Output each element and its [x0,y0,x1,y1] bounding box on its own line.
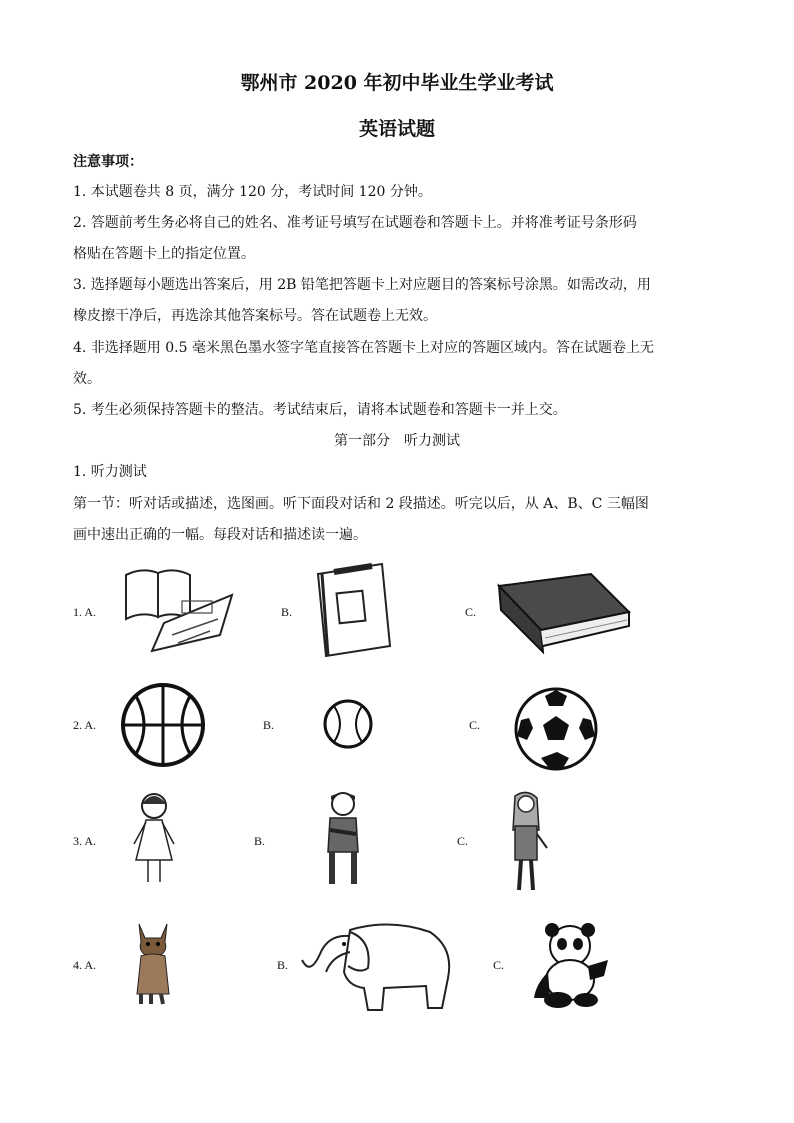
panda-icon [528,920,612,1010]
notes-heading: 注意事项： [73,154,143,170]
basketball-icon [120,682,206,768]
elephant-icon [298,916,458,1016]
exam-subtitle: 英语试题 [358,118,435,140]
tennis-ball-icon [322,698,374,750]
notes-line: 1. 本试题卷共 8 页，满分 120 分，考试时间 120 分钟。 [73,184,432,200]
closed-book-icon [495,570,635,654]
soccer-ball-icon [513,686,599,772]
q1-option-a-label: 1. A. [73,605,97,619]
open-book-icon [120,565,236,657]
dog-icon [125,918,181,1006]
q4-option-b-label: B. [277,958,289,972]
q2-option-c-label: C. [469,718,481,732]
notes-line: 格贴在答题卡上的指定位置。 [73,246,255,262]
q1-option-c-label: C. [465,605,477,619]
man-arms-crossed-icon [318,790,368,890]
instruction-line: 画中速出正确的一幅。每段对话和描述读一遍。 [73,527,367,543]
q2-option-a-label: 2. A. [73,718,97,732]
instruction-line: 第一节：听对话或描述，选图画。听下面段对话和 2 段描述。听完以后，从 A、B、C 三幅图 [73,496,649,512]
notes-line: 2. 答题前考生务必将自己的姓名、准考证号填写在试题卷和答题卡上。并将准考证号条形码 [73,215,637,231]
q1-option-b-label: B. [281,605,293,619]
notebook-icon [312,560,394,660]
q3-option-a-label: 3. A. [73,834,97,848]
notes-line: 橡皮擦干净后，再选涂其他答案标号。答在试题卷上无效。 [73,308,437,324]
part-title: 第一部分 听力测试 [334,433,460,449]
q3-option-c-label: C. [457,834,469,848]
q4-option-a-label: 4. A. [73,958,97,972]
notes-line: 5. 考生必须保持答题卡的整洁。考试结束后，请将本试题卷和答题卡一并上交。 [73,402,567,418]
section-title: 1. 听力测试 [73,464,147,480]
girl-long-hair-icon [503,790,549,894]
q2-option-b-label: B. [263,718,275,732]
q3-option-b-label: B. [254,834,266,848]
exam-title: 鄂州市 2020 年初中毕业生学业考试 [240,72,554,94]
girl-in-dress-icon [128,790,180,886]
notes-line: 4. 非选择题用 0.5 毫米黑色墨水签字笔直接答在答题卡上对应的答题区域内。答在试题卷上无 [73,340,654,356]
notes-line: 3. 选择题每小题选出答案后，用 2B 铅笔把答题卡上对应题目的答案标号涂黑。如需改动，用 [73,277,651,293]
notes-line: 效。 [73,371,101,387]
q4-option-c-label: C. [493,958,505,972]
